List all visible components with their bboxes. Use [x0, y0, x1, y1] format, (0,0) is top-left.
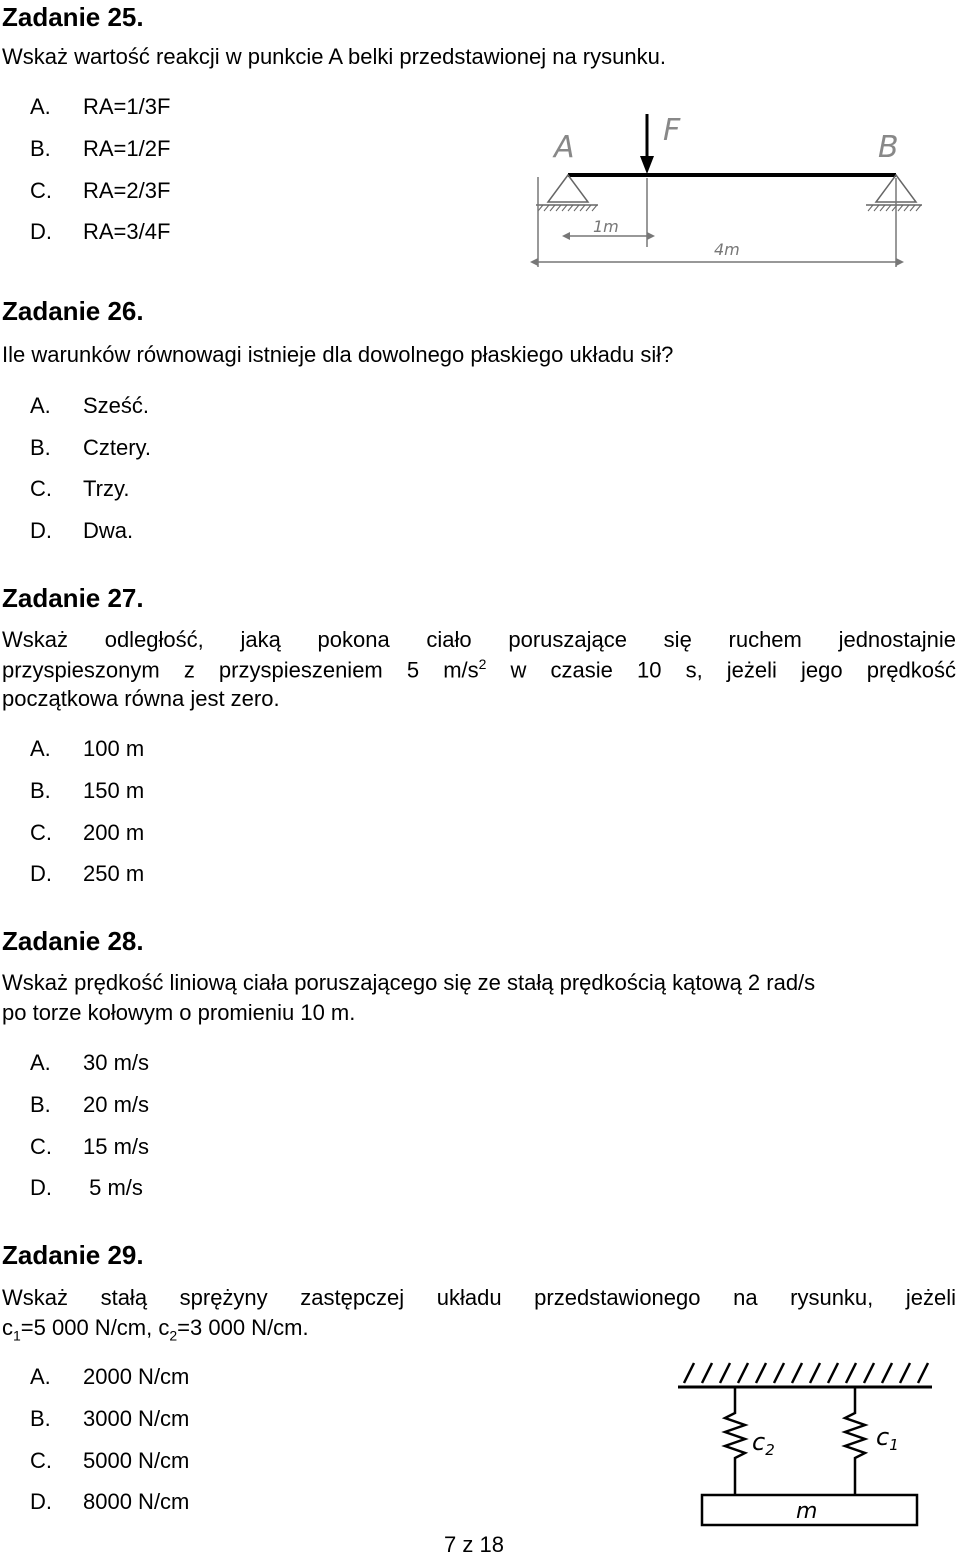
page-number: 7 z 18 [444, 1532, 504, 1557]
task-25-option-c: C. RA=2/3F [30, 178, 171, 203]
task-26-option-b: B. Cztery. [30, 435, 152, 460]
spring-diagram [670, 1355, 940, 1535]
task-28-question-line1: Wskaż prędkość liniową ciała poruszającego się ze stałą prędkością kątową 2 rad/s [2, 970, 816, 995]
task-29-option-c: C. 5000 N/cm [30, 1448, 190, 1473]
task-25-option-a: A. RA=1/3F [30, 94, 171, 119]
task-25-option-d: D. RA=3/4F [30, 219, 171, 244]
task-26-question: Ile warunków równowagi istnieje dla dowolnego płaskiego układu sił? [2, 342, 674, 367]
task-26-title: Zadanie 26. [2, 296, 144, 326]
label-c1: $c_1$ [876, 1423, 899, 1454]
task-26-option-c: C. Trzy. [30, 476, 130, 501]
task-28-option-b: B. 20 m/s [30, 1092, 150, 1117]
force-arrow-head [640, 156, 654, 174]
task-26-option-d: D. Dwa. [30, 518, 134, 543]
task-25-title: Zadanie 25. [2, 2, 144, 32]
spring-c1 [845, 1387, 865, 1495]
label-c2: $c_2$ [752, 1428, 775, 1459]
task-27-option-c: C. 200 m [30, 820, 145, 845]
task-28-option-d: D. 5 m/s [30, 1175, 143, 1200]
task-29-question-line1: Wskaż stałą sprężyny zastępczej układu przedstawionego na rysunku, jeżeli [2, 1285, 956, 1310]
beam-diagram [530, 112, 930, 272]
task-27-question-line1: Wskaż odległość, jaką pokona ciało poruszające się ruchem jednostajnie [2, 627, 956, 652]
label-m: m [796, 1499, 818, 1524]
task-27-option-d: D. 250 m [30, 861, 145, 886]
task-29-option-d: D. 8000 N/cm [30, 1489, 190, 1514]
dim-label-4m: 4m [714, 240, 740, 259]
spring-c2 [725, 1387, 745, 1495]
task-26-option-a: A. Sześć. [30, 393, 150, 418]
task-27-option-a: A. 100 m [30, 736, 145, 761]
ceiling-hatch [684, 1363, 928, 1383]
dim-label-1m: 1m [593, 217, 619, 236]
task-27-question-line3: początkowa równa jest zero. [2, 686, 280, 711]
task-25-option-b: B. RA=1/2F [30, 136, 171, 161]
task-29-option-b: B. 3000 N/cm [30, 1406, 190, 1431]
beam-label-b: B [878, 130, 899, 165]
task-29-option-a: A. 2000 N/cm [30, 1364, 190, 1389]
task-25-question: Wskaż wartość reakcji w punkcie A belki przedstawionej na rysunku. [2, 44, 666, 69]
task-27-title: Zadanie 27. [2, 583, 144, 613]
support-a [548, 175, 588, 202]
task-29-title: Zadanie 29. [2, 1240, 144, 1270]
task-29-question-line2: $c_1=5$ 000 N/cm, $c_2=3$ 000 N/cm. [2, 1315, 309, 1344]
task-27-option-b: B. 150 m [30, 778, 145, 803]
beam-label-a: A [554, 130, 575, 165]
beam-label-f: F [663, 113, 681, 148]
task-28-question-line2: po torze kołowym o promieniu 10 m. [2, 1000, 356, 1025]
task-28-title: Zadanie 28. [2, 926, 144, 956]
task-28-option-a: A. 30 m/s [30, 1050, 150, 1075]
task-28-option-c: C. 15 m/s [30, 1134, 150, 1159]
task-27-question-line2: przyspieszonym z przyspieszeniem 5 $m/s^2$ w czasie 10 s, jeżeli jego prędkość [2, 656, 956, 683]
